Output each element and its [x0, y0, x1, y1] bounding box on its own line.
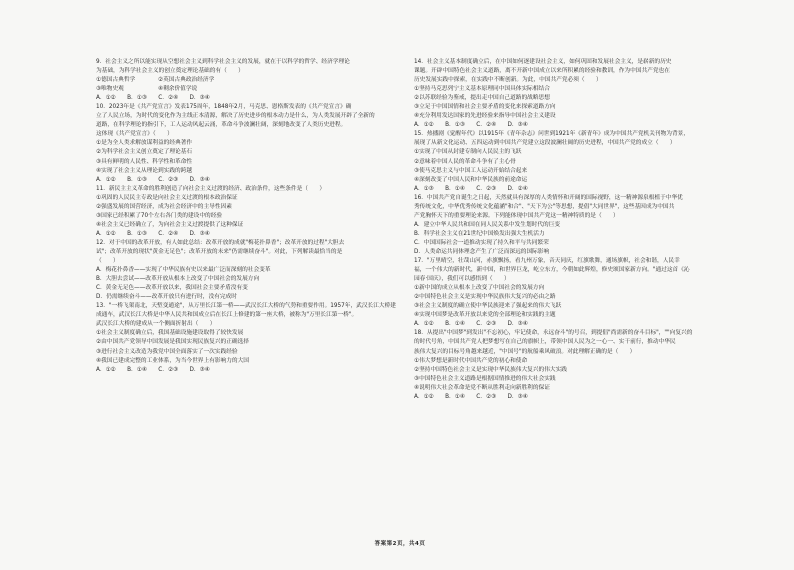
- text-line: ③进行社会主义改造为我党中国全面落实了一次实践经验: [96, 348, 238, 355]
- text-line: B．科学社会主义在21世纪中国焕发出强大生机活力: [414, 230, 545, 237]
- text-line: ③社会主义制度的确立使中华民族迎来了强起来的伟大飞跃: [414, 303, 562, 310]
- text-line: 18．从提出"中国梦"到发出"不忘初心，牢记使命，永远奋斗"的号召，到提倡"尚需新的奋斗目标"，""向复兴的: [414, 330, 693, 337]
- text-line: 展现了从新文化运动、五四运动到中国共产党建立这段波澜壮阔的历史进程，中国共产党的成立（ ）: [414, 140, 676, 147]
- text-line: 这体现《共产党宣言》（ ）: [96, 131, 173, 138]
- left-question-column: [96, 58, 398, 375]
- text-line: 12．对于中国的改革开放，有人如此总结：改革开放的成就"梅花扑鼻香"；改革开放的过程"大胆去: [96, 239, 345, 246]
- text-line: 试"；改革开放的现状"黄金无足色"；改革开放的未来"仍需继续奋斗"。对此，下列解读最恰当的是: [96, 248, 343, 255]
- text-line: ②中国特色社会主义是实现中华民族伟大复兴的必由之路: [414, 294, 556, 301]
- text-line: 秀传统文化，中华优秀传统文化蕴涵"和合"、"天下为公"等思想，提倡"大同世界"，这些基因成为中国共: [414, 203, 675, 210]
- text-line: ①是为全人类求解放谋利益的经典著作: [96, 140, 193, 147]
- text-line: 成通车，武汉长江大桥是中华人民共和国成立后在长江上修建的第一座大桥，被称为"万里长江第一桥"。: [96, 312, 358, 319]
- right-question-column: [414, 58, 719, 402]
- text-line: ④实现中国梦是改革开放以来党的全部理论和实践的主题: [414, 312, 556, 319]
- text-line: ③中国特色社会主义道路是根据国情推进的伟大社会实践: [414, 375, 556, 382]
- text-line: ④我国已建成完整的工业体系，为当今世界上有影响力的大国: [96, 357, 249, 364]
- text-line: （ ）: [96, 258, 119, 265]
- text-line: C．黄金无足色——改革开放以来，我国社会主要矛盾没有变: [96, 285, 248, 292]
- text-line: ①巩固的人民民主专政是向社会主义过渡的根本政治保证: [96, 194, 238, 201]
- text-line: 15．热播剧《觉醒年代》以1915年《青年杂志》问世到1921年《新青年》成为中国共产党机关刊物为背景，: [414, 131, 690, 138]
- text-line: ②坚持中国特色社会主义是实现中华民族伟大复兴的伟大实践: [414, 366, 567, 373]
- text-line: ②强盛发展的国营经济，成为社会经济中的主导性因素: [96, 203, 232, 210]
- text-line: ④实现了社会主义从理论到实践的跨越: [96, 167, 193, 174]
- text-line: ③国家已经积累了70个左右各门类的建设中的经验: [96, 212, 223, 219]
- text-line: A．①② B．①③ C．②④ D．③④: [96, 95, 210, 102]
- text-line: ①社会主义制度确立后，我国基础设施建设取得了较快发展: [96, 330, 244, 337]
- text-line: ②意味着中国人民的革命斗争有了主心骨: [414, 158, 516, 165]
- text-line: 17．"万里晴空，壮哉山河，赤旗飘扬，看九州万象，音天同庆，红旗歌舞，通场旗帜，社会和谐，人民幸: [414, 258, 680, 265]
- text-line: A．建立中华人民共和国在同人民关系中发生划时代的巨变: [414, 221, 561, 228]
- text-line: ③使马克思主义与中国工人运动开始结合起来: [414, 167, 528, 174]
- text-line: 课题。开辟中国特色社会主义道路，离不开新中国成立以来所积累的经验和教训，作为中国共产党也在: [414, 68, 670, 75]
- text-line: D．人类命运共同体理念产生了广泛而深远的国际影响: [414, 248, 550, 255]
- text-line: A．①② B．①③ C．②④ D．③④: [96, 230, 210, 237]
- text-line: 产党胸怀天下的重要理论来源。下列能体现中国共产党这一精神特质的是（ ）: [414, 212, 619, 219]
- text-line: A．①② B．①④ C．②③ D．③④: [96, 366, 210, 373]
- text-line: D．仍需继续奋斗——改革开放只有进行时，没有完成时: [96, 294, 237, 301]
- text-line: ①实现了中国从封建专制向人民民主的飞跃: [414, 149, 522, 156]
- text-line: ①新中国的成立从根本上改变了中国社会的发展方向: [414, 285, 545, 292]
- text-line: 14．社会主义基本制度确立后，在中国如何逐建设社会主义，如何巩固和发展社会主义，是崭新的历史: [414, 59, 672, 65]
- text-line: 园春·国庆》，我们可以感悟到（ ）: [414, 276, 510, 283]
- text-line: ①伟大梦想是新时代中国共产党的初心和使命: [414, 357, 528, 364]
- text-line: A．梅花扑鼻香——实现了中华民族有史以来最广泛而深刻的社会变革: [96, 267, 271, 274]
- text-line: ④深刻改变了中国人民和中华民族的前途命运: [414, 176, 528, 183]
- text-line: ①德国古典哲学 ②英国古典政治经济学: [96, 77, 215, 84]
- text-line: ④充分利用发达国家的先进经验来指导中国社会主义建设: [414, 113, 556, 120]
- text-line: 族伟大复兴的目标号角越来越近，"中国号"的航船乘风破浪。对此理解正确的是（ ）: [414, 348, 636, 355]
- text-line: A．①② B．①③ C．②③ D．③④: [96, 176, 210, 183]
- text-line: ③唯物史观 ④剩余价值学说: [96, 86, 198, 93]
- text-line: 武汉长江大桥的建成从一个侧面折射出（ ）: [96, 321, 216, 328]
- text-line: A．①② B．①④ C．②③ D．③④: [414, 321, 528, 328]
- text-line: ③立足于中国国情和社会主要矛盾的变化来探索道路方向: [414, 104, 556, 111]
- text-line: C．中国国际社会一道推动实现了持久和平与共同繁荣: [414, 239, 549, 246]
- text-line: 13．"一桥飞架南北，天堑变通途"，从万里长江第一桥——武汉长江大桥的气势和重要作用。1957年，武汉长江大桥建: [96, 303, 396, 310]
- text-line: 16．中国共产党自诞生之日起，天然就具有深厚的人类情怀和开阔的国际视野，这一精神源泉根植于中华优: [414, 194, 683, 201]
- text-line: 11．新民主主义革命的胜利创造了向社会主义过渡的经济、政治条件，这些条件是（ ）: [96, 185, 326, 192]
- text-line: ②为科学社会主义创立奠定了理论基石: [96, 149, 193, 156]
- text-line: 福，一个伟大的新时代，新中国，和世界巨龙，屹立东方，今朝如此辉煌，修史颂国家新方向。"通过这首《沁: [414, 267, 690, 274]
- text-line: ②以苏联经验为鉴戒，提出走中国自己道路的战略思想: [414, 95, 550, 102]
- text-line: ④社会主义已经确立了，为向社会主义过渡提供了这种保证: [96, 221, 244, 228]
- text-line: ④说明伟大社会革命是党不断从胜利走向新胜利的保证: [414, 384, 550, 391]
- text-line: 道路，在科学理论的指引下，工人运动风起云涌，革命斗争波澜壮阔，深刻地改变了人类历史进程。: [96, 122, 347, 129]
- text-line: 为基础，为科学社会主义的创立奠定理论基础的有（ ）: [96, 68, 244, 75]
- text-line: B．大胆去尝试——改革开放从根本上改变了中国社会的发展方向: [96, 276, 260, 283]
- text-line: A．①② B．①④ C．②③ D．③④: [414, 393, 528, 400]
- text-line: A．①③ B．①④ C．②③ D．②④: [414, 185, 528, 192]
- text-line: 10．2023年是《共产党宣言》发表175周年，1848年2月，马克思、恩格斯发表的《共产党宣言》确: [96, 104, 352, 111]
- text-line: 历史发展实践中探索，在实践中不断创新。为此，中国共产党必须（ ）: [414, 77, 602, 84]
- text-line: ②由中国共产党领导中国发展是我国实现民族复兴的正确选择: [96, 339, 249, 346]
- text-line: 的时代号角，中国共产党人把梦想写在自己的旗帜上，带领中国人民为之一心一、实干前行，推动中华民: [414, 339, 676, 346]
- text-line: 立了人民立场，为时代的变化作为主线正本清源，解决了历史进步的根本动力是什么，为人类发展开辟了全新的: [96, 113, 375, 120]
- text-line: A．①② B．①③ C．②④ D．③④: [414, 122, 528, 129]
- text-line: ③具有鲜明的人民性、科学性和革命性: [96, 158, 193, 165]
- page-footer: 答案第2页，共4页: [374, 541, 426, 547]
- text-line: ①坚持马克思列宁主义基本原理同中国具体实际相结合: [414, 86, 550, 93]
- text-line: 9．社会主义之所以能实现从空想社会主义到科学社会主义的发展，就在于以科学的哲学、经济学理论: [96, 59, 350, 65]
